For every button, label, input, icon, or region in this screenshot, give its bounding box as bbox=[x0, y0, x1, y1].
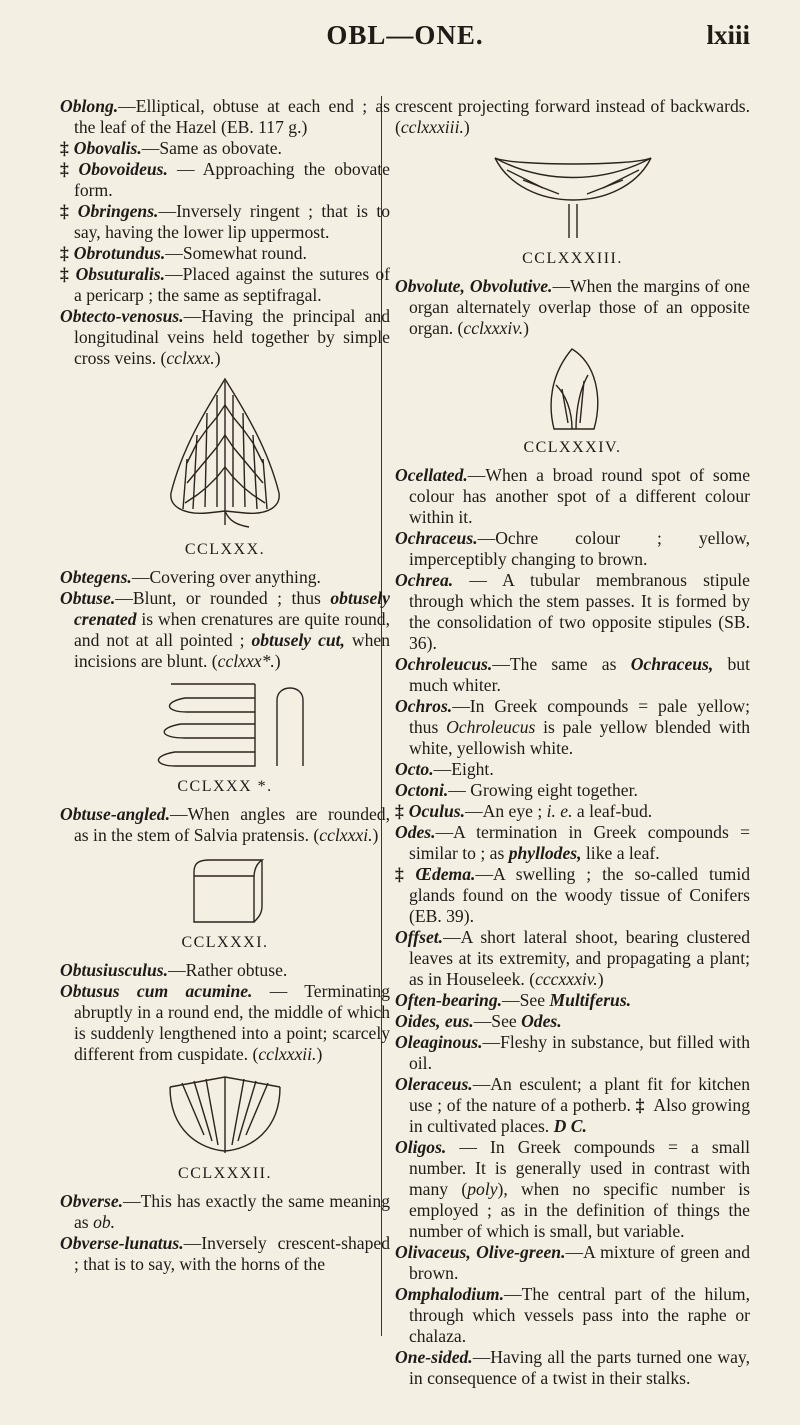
entry-obtecto-venosus: Obtecto-venosus.—Having the principal and longitudinal veins held together by simple cross veins. (cclxxx.) bbox=[60, 306, 390, 368]
figure-cclxxxiv bbox=[395, 345, 750, 457]
entry-obtusus-cum-acumine: Obtusus cum acumine. — Terminating abruptly in a round end, the middle of which is suddenly lengthened into a point; scarcely different from cuspidate. (cclxxxii.) bbox=[60, 981, 390, 1064]
entry-obringens: ‡ Obringens.—Inversely ringent ; that is to say, having the lower lip uppermost. bbox=[60, 201, 391, 242]
entry-obovalis: ‡ Obovalis.—Same as obovate. bbox=[60, 138, 282, 158]
entry-obtusiusculus: Obtusiusculus.—Rather obtuse. bbox=[60, 960, 288, 980]
figure-cclxxxiii bbox=[395, 144, 750, 268]
figure-caption: CCLXXX. bbox=[184, 541, 266, 558]
entry-oleraceus: Oleraceus.—An esculent; a plant fit for kitchen use ; of the nature of a potherb. ‡ Also growing in cultivated places. D C. bbox=[395, 1074, 750, 1136]
figure-cclxxx bbox=[60, 375, 390, 559]
entry-obtegens: Obtegens.—Covering over anything. bbox=[60, 567, 321, 587]
figure-caption: CCLXXXII. bbox=[178, 1165, 272, 1182]
entry-ocellated: Ocellated.—When a broad round spot of some colour has another spot of a different colour within it. bbox=[395, 465, 750, 527]
entry-obovoideus: ‡ Obovoideus. — Approaching the obovate form. bbox=[60, 159, 390, 200]
page-number: lxiii bbox=[706, 20, 750, 50]
entry-offset: Offset.—A short lateral shoot, bearing clustered leaves at its extremity, and propagating a plant; as in Houseleek. (cccxxxiv.) bbox=[395, 927, 750, 989]
entry-ochroleucus: Ochroleucus.—The same as Ochraceus, but much whiter. bbox=[395, 654, 750, 695]
running-head: OBL—ONE. bbox=[326, 20, 484, 50]
entry-oculus: ‡ Oculus.—An eye ; i. e. a leaf-bud. bbox=[395, 801, 653, 821]
figure-cclxxx-star bbox=[60, 678, 390, 796]
entry-obrotundus: ‡ Obrotundus.—Somewhat round. bbox=[60, 243, 307, 263]
obvolute-leaves-illustration bbox=[528, 345, 618, 433]
entry-often-bearing: Often-bearing.—See Multiferus. bbox=[395, 990, 632, 1010]
entry-oblong: Oblong.—Elliptical, obtuse at each end ; as the leaf of the Hazel (EB. 117 g.) bbox=[60, 96, 390, 137]
entry-odes: Odes.—A termination in Greek compounds = similar to ; as phyllodes, like a leaf. bbox=[395, 822, 750, 863]
right-column bbox=[395, 96, 750, 1389]
entry-omphalodium: Omphalodium.—The central part of the hilum, through which vessels pass into the raphe or chalaza. bbox=[395, 1284, 750, 1346]
square-stem-illustration bbox=[170, 852, 280, 928]
entry-one-sided: One-sided.—Having all the parts turned one way, in consequence of a twist in their stalks. bbox=[395, 1347, 750, 1388]
entry-octo: Octo.—Eight. bbox=[395, 759, 494, 779]
figure-caption: CCLXXX *. bbox=[177, 778, 273, 795]
figure-caption: CCLXXXIV. bbox=[523, 439, 622, 456]
figure-caption: CCLXXXI. bbox=[181, 934, 269, 951]
page-header bbox=[60, 14, 750, 54]
entry-continuation: crescent projecting forward instead of backwards. (cclxxxiii.) bbox=[395, 96, 750, 137]
entry-octoni: Octoni.— Growing eight together. bbox=[395, 780, 638, 800]
figure-caption: CCLXXXIII. bbox=[522, 250, 623, 267]
figure-cclxxxii bbox=[60, 1071, 390, 1183]
figure-cclxxxi bbox=[60, 852, 390, 952]
entry-ochrea: Ochrea. — A tubular membranous stipule through which the stem passes. It is formed by the consolidation of two opposite stipules (SB. 36). bbox=[395, 570, 750, 653]
crescent-illustration bbox=[483, 144, 663, 244]
entry-obvolute: Obvolute, Obvolutive.—When the margins of one organ alternately overlap those of an opposite organ. (cclxxxiv.) bbox=[395, 276, 750, 338]
entry-obverse: Obverse.—This has exactly the same meaning as ob. bbox=[60, 1191, 390, 1232]
entry-olivaceus: Olivaceus, Olive-green.—A mixture of green and brown. bbox=[395, 1242, 750, 1283]
cuspidate-leaf-illustration bbox=[150, 1071, 300, 1159]
entry-oleaginous: Oleaginous.—Fleshy in substance, but filled with oil. bbox=[395, 1032, 750, 1073]
entry-oedema: ‡ Œdema.—A swelling ; the so-called tumid glands found on the woody tissue of Conifers (EB. 39). bbox=[395, 864, 750, 926]
entry-oligos: Oligos. — In Greek compounds = a small number. It is generally used in contrast with many (poly), when no specific number is employed ; as in the definition of things the number of which is small, but variable. bbox=[395, 1137, 750, 1241]
entry-obtuse: Obtuse.—Blunt, or rounded ; thus obtusely crenated is when crenatures are quite round, and not at all pointed ; obtusely cut, when incisions are blunt. (cclxxx*.) bbox=[60, 588, 391, 671]
veined-leaf-illustration bbox=[125, 375, 325, 535]
left-column bbox=[60, 96, 390, 1275]
entry-ochros: Ochros.—In Greek compounds = pale yellow; thus Ochroleucus is pale yellow blended with white, yellowish white. bbox=[395, 696, 751, 758]
entry-ochraceus: Ochraceus.—Ochre colour ; yellow, imperceptibly changing to brown. bbox=[395, 528, 750, 569]
crenated-margin-illustration bbox=[115, 678, 335, 772]
entry-obsuturalis: ‡ Obsuturalis.—Placed against the sutures of a pericarp ; the same as septifragal. bbox=[60, 264, 390, 305]
entry-oides: Oides, eus.—See Odes. bbox=[395, 1011, 562, 1031]
entry-obtuse-angled: Obtuse-angled.—When angles are rounded, as in the stem of Salvia pratensis. (cclxxxi.) bbox=[60, 804, 390, 845]
entry-obverse-lunatus: Obverse-lunatus.—Inversely crescent-shaped ; that is to say, with the horns of the bbox=[60, 1233, 390, 1274]
